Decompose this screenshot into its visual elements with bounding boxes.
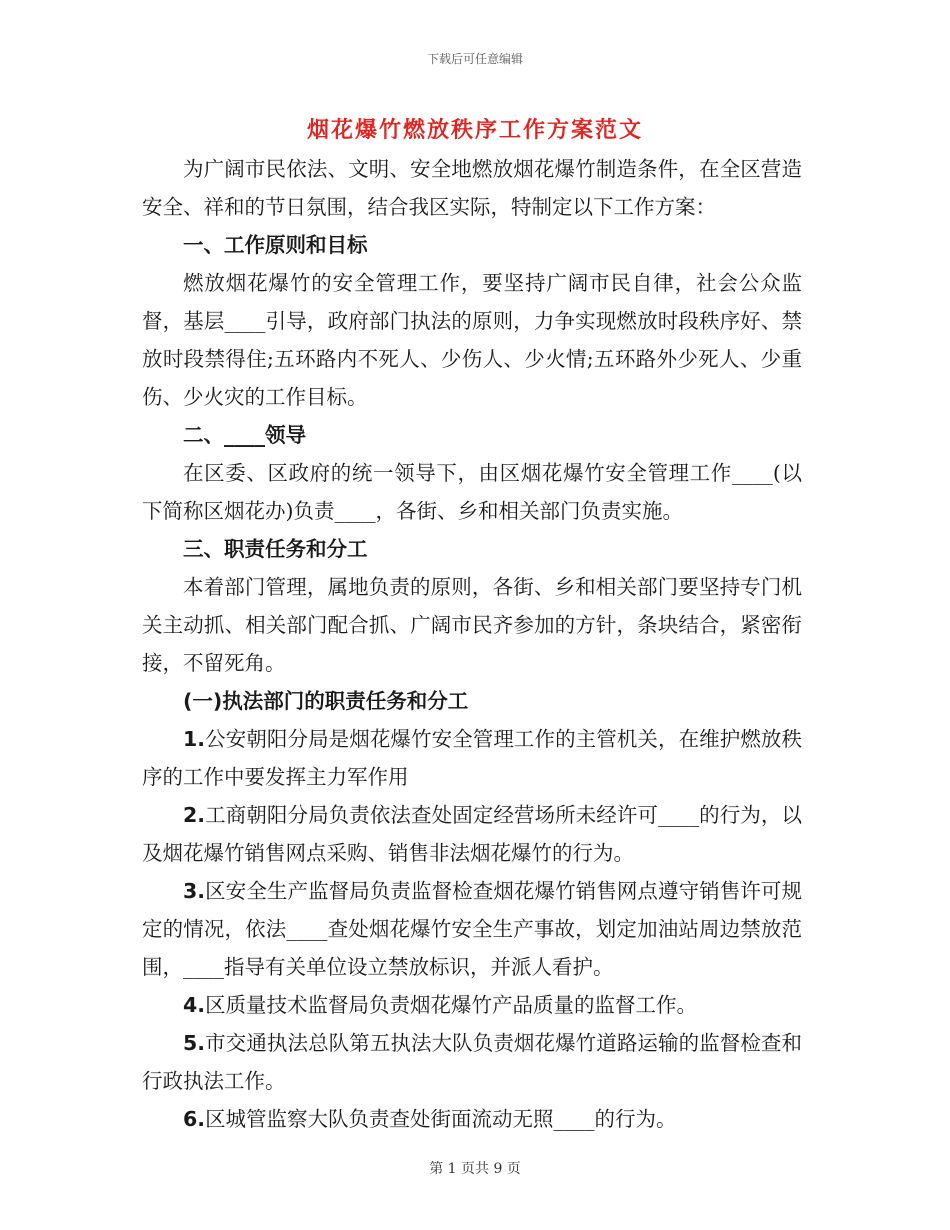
list-item-text: 公安朝阳分局是烟花爆竹安全管理工作的主管机关，在维护燃放秩序的工作中要发挥主力军作用 <box>142 727 802 789</box>
document-title: 烟花爆竹燃放秩序工作方案范文 <box>306 118 643 143</box>
list-item <box>142 796 802 872</box>
list-item <box>142 720 802 796</box>
page-header: 下载后可任意编辑 <box>426 52 523 66</box>
document-body <box>142 150 802 1138</box>
list-item-number: 4. <box>183 993 206 1017</box>
list-item-number: 3. <box>183 879 206 903</box>
list-item-text: 市交通执法总队第五执法大队负责烟花爆竹道路运输的监督检查和行政执法工作。 <box>142 1031 802 1093</box>
list-item <box>142 1100 802 1138</box>
list-item-text: 区城管监察大队负责查处街面流动无照____的行为。 <box>205 1107 677 1131</box>
section-1-paragraph: 燃放烟花爆竹的安全管理工作，要坚持广阔市民自律，社会公众监督，基层____引导，政府部门执法的原则，力争实现燃放时段秩序好、禁放时段禁得住;五环路内不死人、少伤人、少火情;五环路外少死人、少重伤、少火灾的工作目标。 <box>142 271 802 409</box>
section-heading-3: 三、职责任务和分工 <box>183 537 368 561</box>
list-item-text: 区质量技术监督局负责烟花爆竹产品质量的监督工作。 <box>205 993 698 1017</box>
page-footer: 第 1 页共 9 页 <box>429 1161 521 1177</box>
intro-paragraph: 为广阔市民依法、文明、安全地燃放烟花爆竹制造条件，在全区营造安全、祥和的节日氛围，结合我区实际，特制定以下工作方案： <box>142 157 802 219</box>
list-item-text: 工商朝阳分局负责依法查处固定经营场所未经许可____的行为，以及烟花爆竹销售网点采购、销售非法烟花爆竹的行为。 <box>142 803 802 865</box>
section-heading-1: 一、工作原则和目标 <box>183 233 368 257</box>
list-item <box>142 872 802 986</box>
list-item <box>142 986 802 1024</box>
list-item-number: 6. <box>183 1107 206 1131</box>
list-item-number: 2. <box>183 803 206 827</box>
list-item-number: 1. <box>183 727 206 751</box>
section-2-paragraph: 在区委、区政府的统一领导下，由区烟花爆竹安全管理工作____(以下简称区烟花办)负责____，各街、乡和相关部门负责实施。 <box>142 461 802 523</box>
list-item <box>142 1024 802 1100</box>
subsection-heading-1: (一)执法部门的职责任务和分工 <box>183 689 469 713</box>
section-heading-2: 二、____领导 <box>183 423 306 447</box>
list-item-number: 5. <box>183 1031 206 1055</box>
section-3-paragraph: 本着部门管理，属地负责的原则，各街、乡和相关部门要坚持专门机关主动抓、相关部门配合抓、广阔市民齐参加的方针，条块结合，紧密衔接，不留死角。 <box>142 575 802 675</box>
list-item-text: 区安全生产监督局负责监督检查烟花爆竹销售网点遵守销售许可规定的情况，依法____查处烟花爆竹安全生产事故，划定加油站周边禁放范围，____指导有关单位设立禁放标识，并派人看护。 <box>142 879 802 979</box>
